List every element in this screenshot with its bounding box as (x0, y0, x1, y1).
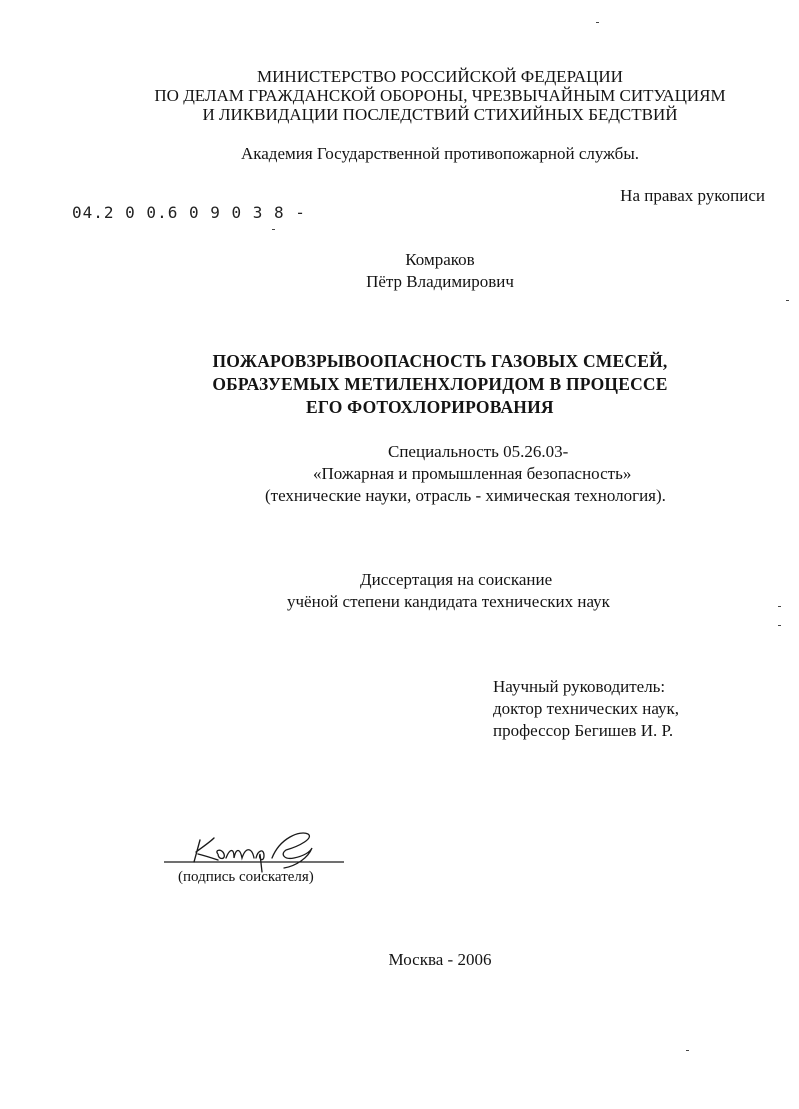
manuscript-rights: На правах рукописи (620, 186, 765, 205)
supervisor-degree: доктор технических наук, (493, 699, 680, 718)
supervisor-name: профессор Бегишев И. Р. (493, 721, 674, 740)
scan-speck (778, 606, 781, 607)
scan-speck (778, 625, 781, 626)
ministry-line-3: И ЛИКВИДАЦИИ ПОСЛЕДСТВИЙ СТИХИЙНЫХ БЕДСТВИЙ (202, 105, 678, 124)
scan-speck (686, 1050, 689, 1051)
signature-caption: (подпись соискателя) (178, 869, 314, 885)
supervisor-label: Научный руководитель: (493, 677, 666, 696)
dissertation-line-1: Диссертация на соискание (360, 570, 553, 589)
ministry-line-1: МИНИСТЕРСТВО РОССИЙСКОЙ ФЕДЕРАЦИИ (257, 67, 623, 86)
specialty-branch: (технические науки, отрасль - химическая технология). (265, 486, 666, 505)
author-given-names: Пётр Владимирович (366, 272, 514, 291)
registration-number: 04.2 0 0.6 0 9 0 3 8 - (72, 203, 306, 222)
specialty-code: Специальность 05.26.03- (388, 442, 569, 461)
city-year: Москва - 2006 (388, 950, 492, 969)
title-line-1: ПОЖАРОВЗРЫВООПАСНОСТЬ ГАЗОВЫХ СМЕСЕЙ, (212, 351, 668, 371)
title-line-3: ЕГО ФОТОХЛОРИРОВАНИЯ (306, 397, 554, 417)
title-line-2: ОБРАЗУЕМЫХ МЕТИЛЕНХЛОРИДОМ В ПРОЦЕССЕ (212, 374, 668, 394)
academy-name: Академия Государственной противопожарной службы. (240, 144, 639, 163)
ministry-line-2: ПО ДЕЛАМ ГРАЖДАНСКОЙ ОБОРОНЫ, ЧРЕЗВЫЧАЙНЫМ СИТУАЦИЯМ (154, 86, 726, 105)
specialty-name: «Пожарная и промышленная безопасность» (313, 464, 632, 483)
author-surname: Комраков (405, 250, 475, 269)
scan-speck (786, 300, 789, 301)
dissertation-line-2: учёной степени кандидата технических наук (287, 592, 610, 611)
scan-speck (596, 22, 599, 23)
scan-speck (272, 229, 275, 230)
